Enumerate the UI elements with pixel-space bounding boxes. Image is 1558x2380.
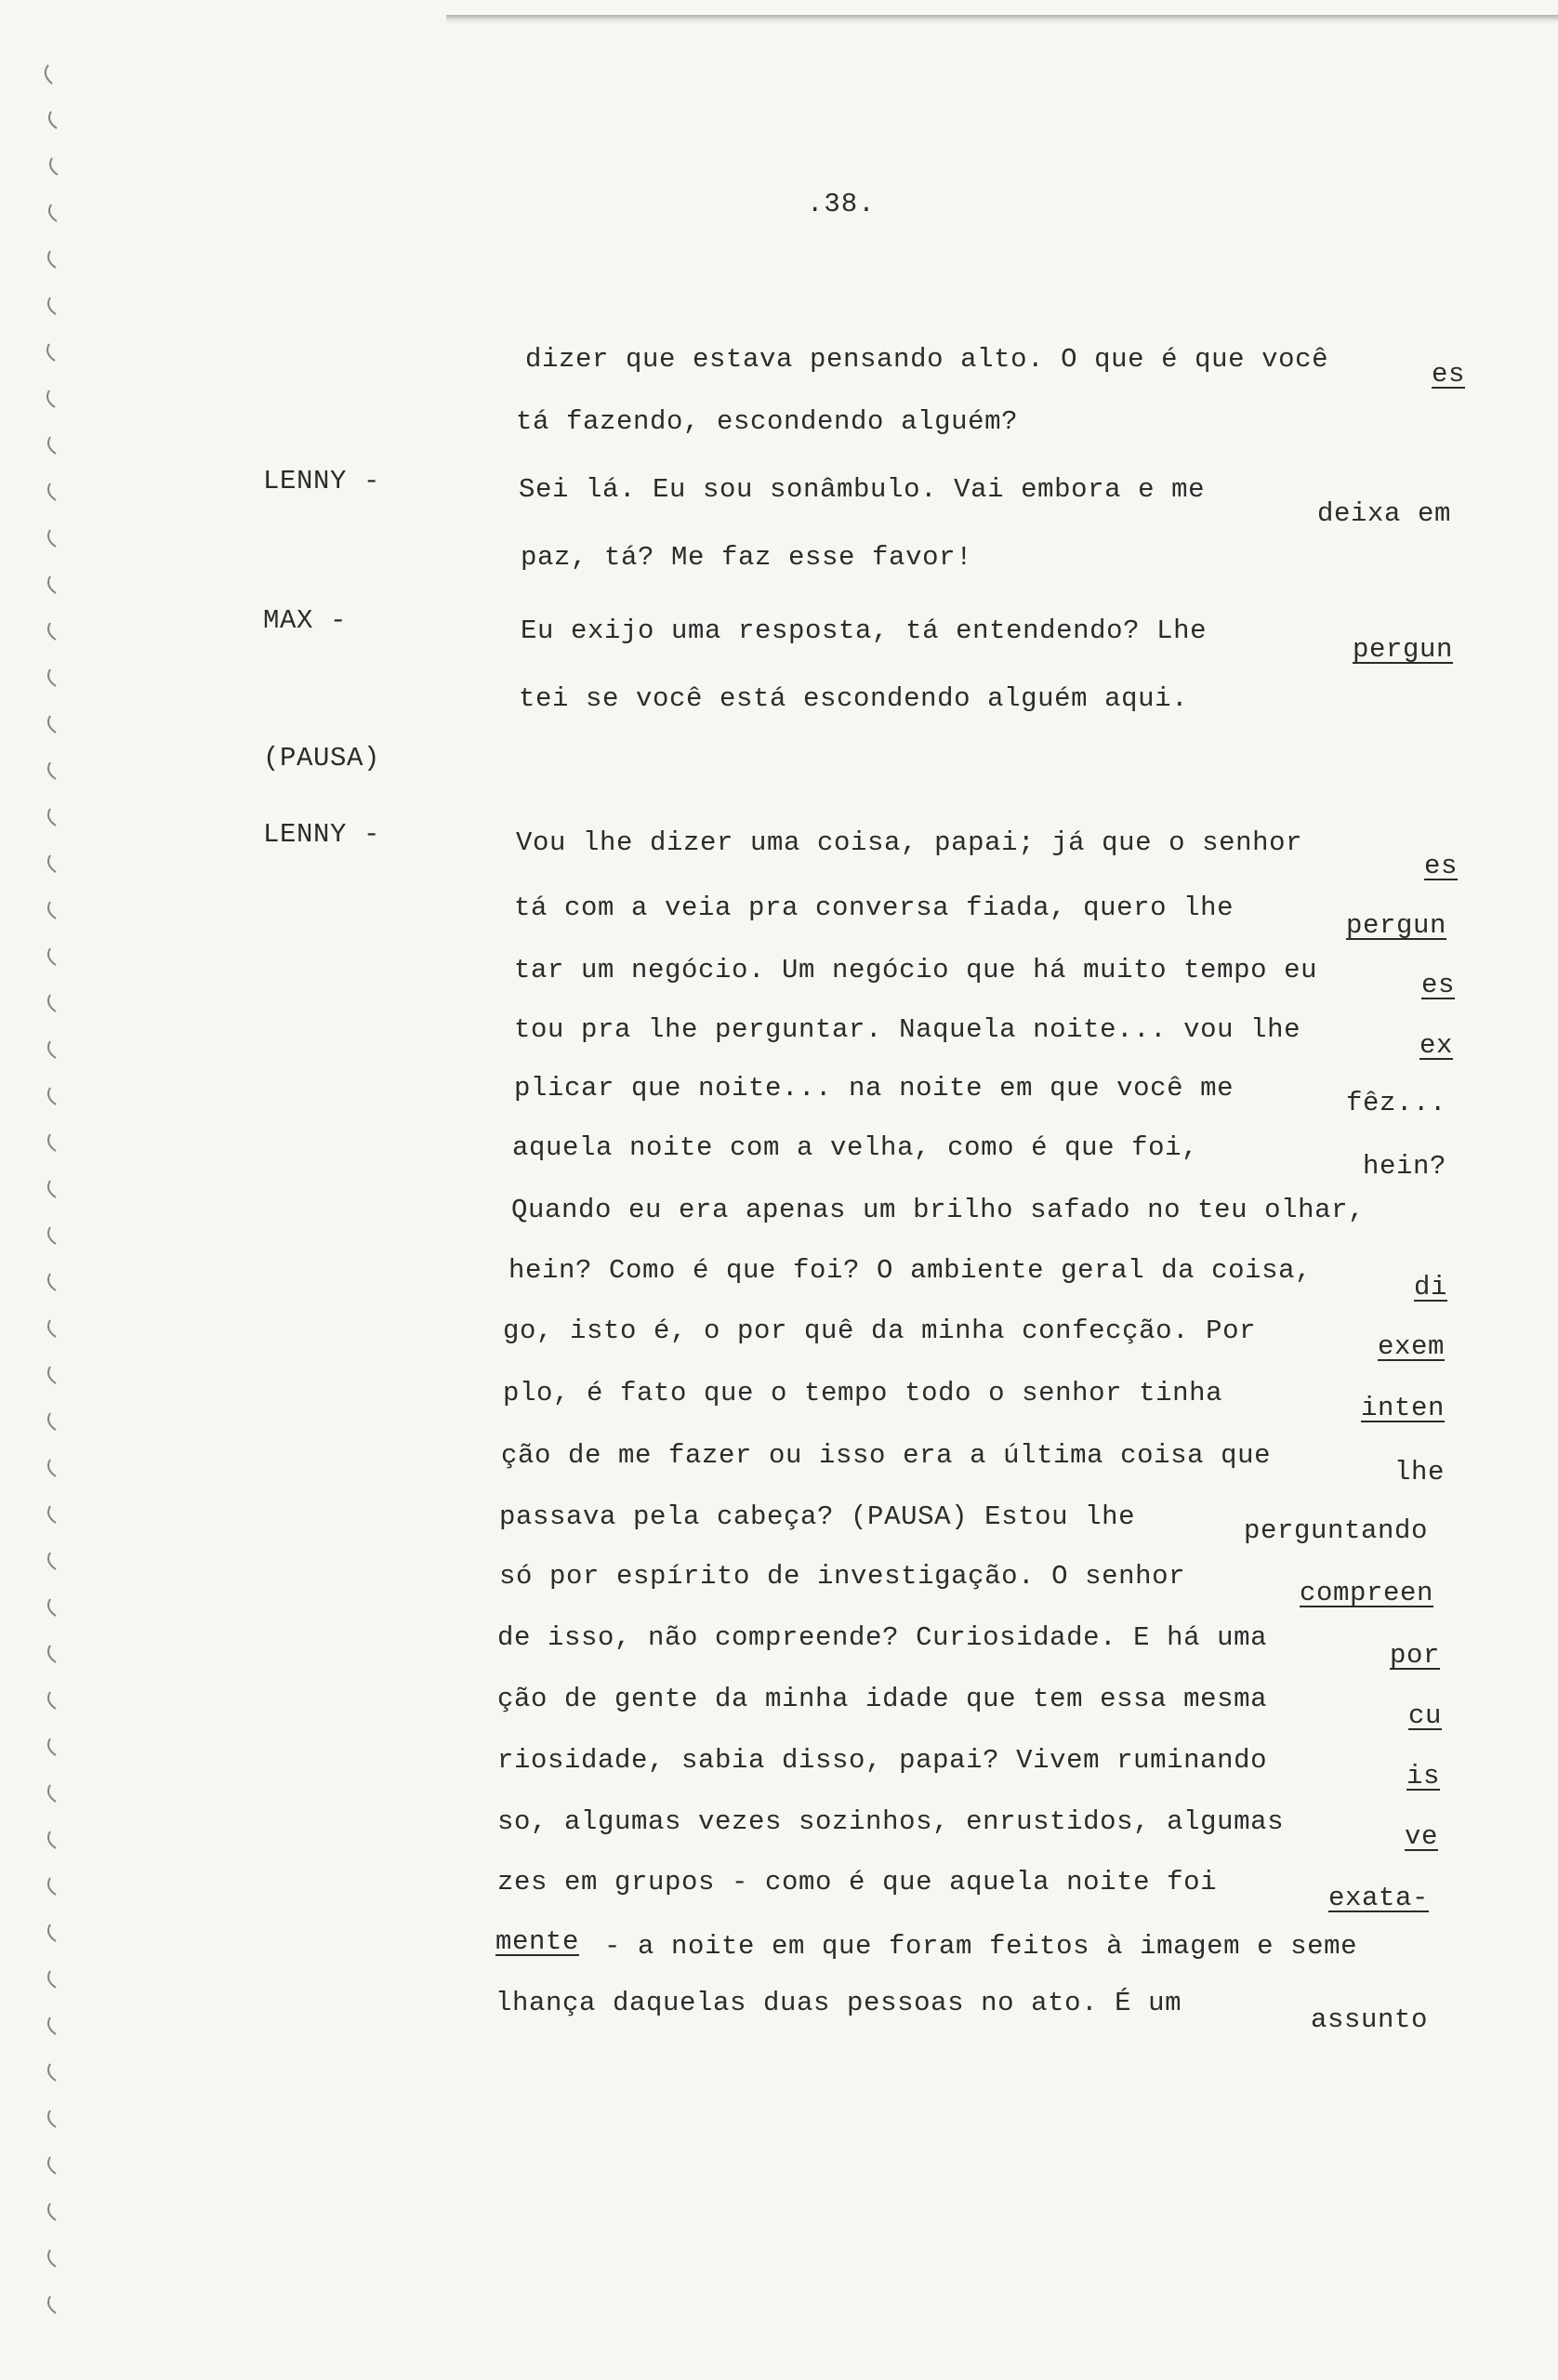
line-continuation: - a noite em que foram feitos à imagem e seme [604, 1931, 1358, 1962]
line-end-fragment: pergun [1346, 910, 1447, 941]
dialogue-line: tá com a veia pra conversa fiada, quero lhe [514, 892, 1235, 923]
dialogue-line: só por espírito de investigação. O senhor [499, 1561, 1186, 1592]
dialogue-line: plicar que noite... na noite em que você me [514, 1073, 1235, 1104]
dialogue-line: ção de me fazer ou isso era a última coisa que [501, 1440, 1272, 1471]
dialogue-line: passava pela cabeça? (PAUSA) Estou lhe [499, 1501, 1136, 1532]
line-end-fragment: por [1390, 1640, 1441, 1671]
dialogue-line: Eu exijo uma resposta, tá entendendo? Lhe [521, 615, 1208, 646]
dialogue-line: go, isto é, o por quê da minha confecção. Por [503, 1316, 1257, 1346]
dialogue-line: so, algumas vezes sozinhos, enrustidos, algumas [497, 1806, 1285, 1837]
dialogue-line: paz, tá? Me faz esse favor! [521, 542, 973, 573]
speaker-lenny: LENNY - [263, 466, 381, 496]
line-end-fragment: compreen [1300, 1578, 1434, 1608]
stage-direction-pausa: (PAUSA) [263, 743, 381, 774]
speaker-max: MAX - [263, 605, 348, 636]
dialogue-line: de isso, não compreende? Curiosidade. E há uma [497, 1622, 1268, 1653]
dialogue-line: aquela noite com a velha, como é que foi, [512, 1132, 1199, 1163]
page-number: .38. [807, 189, 876, 219]
dialogue-line: Sei lá. Eu sou sonâmbulo. Vai embora e me [519, 474, 1206, 505]
speaker-lenny: LENNY - [263, 819, 381, 850]
line-end-fragment: lhe [1394, 1457, 1446, 1488]
dialogue-line: ção de gente da minha idade que tem essa mesma [497, 1684, 1268, 1714]
dialogue-line: Vou lhe dizer uma coisa, papai; já que o senhor [516, 827, 1303, 858]
line-end-fragment: es [1432, 359, 1466, 390]
line-end-fragment: hein? [1363, 1151, 1447, 1182]
dialogue-line: riosidade, sabia disso, papai? Vivem ruminando [497, 1745, 1268, 1776]
line-end-fragment: deixa em [1317, 498, 1452, 529]
binding-holes-decoration [0, 56, 84, 2352]
dialogue-line: zes em grupos - como é que aquela noite foi [497, 1867, 1218, 1897]
dialogue-line: hein? Como é que foi? O ambiente geral da coisa, [508, 1255, 1313, 1286]
line-end-fragment: fêz... [1346, 1088, 1447, 1118]
dialogue-line: tei se você está escondendo alguém aqui. [519, 683, 1189, 714]
dialogue-line: mente [495, 1926, 580, 1957]
dialogue-line: tou pra lhe perguntar. Naquela noite... vou lhe [514, 1014, 1301, 1045]
dialogue-line: tá fazendo, escondendo alguém? [516, 406, 1019, 437]
line-end-fragment: exata- [1328, 1883, 1430, 1913]
line-end-fragment: assunto [1311, 2004, 1429, 2035]
line-end-fragment: es [1424, 851, 1459, 881]
line-end-fragment: ve [1405, 1821, 1439, 1852]
line-end-fragment: inten [1361, 1393, 1446, 1423]
line-end-fragment: pergun [1353, 634, 1454, 665]
line-end-fragment: ex [1419, 1030, 1454, 1061]
line-end-fragment: perguntando [1244, 1515, 1429, 1546]
photocopy-top-edge [446, 15, 1558, 24]
dialogue-line: dizer que estava pensando alto. O que é que você [525, 344, 1329, 375]
line-end-fragment: es [1421, 970, 1456, 1000]
line-end-fragment: di [1414, 1272, 1448, 1302]
dialogue-line: tar um negócio. Um negócio que há muito tempo eu [514, 955, 1318, 985]
dialogue-line: lhança daquelas duas pessoas no ato. É um [495, 1988, 1182, 2018]
line-end-fragment: exem [1378, 1331, 1446, 1362]
dialogue-line: plo, é fato que o tempo todo o senhor tinha [503, 1378, 1223, 1408]
line-end-fragment: is [1406, 1761, 1441, 1792]
line-end-fragment: cu [1408, 1700, 1443, 1731]
dialogue-line: Quando eu era apenas um brilho safado no teu olhar, [511, 1195, 1366, 1225]
